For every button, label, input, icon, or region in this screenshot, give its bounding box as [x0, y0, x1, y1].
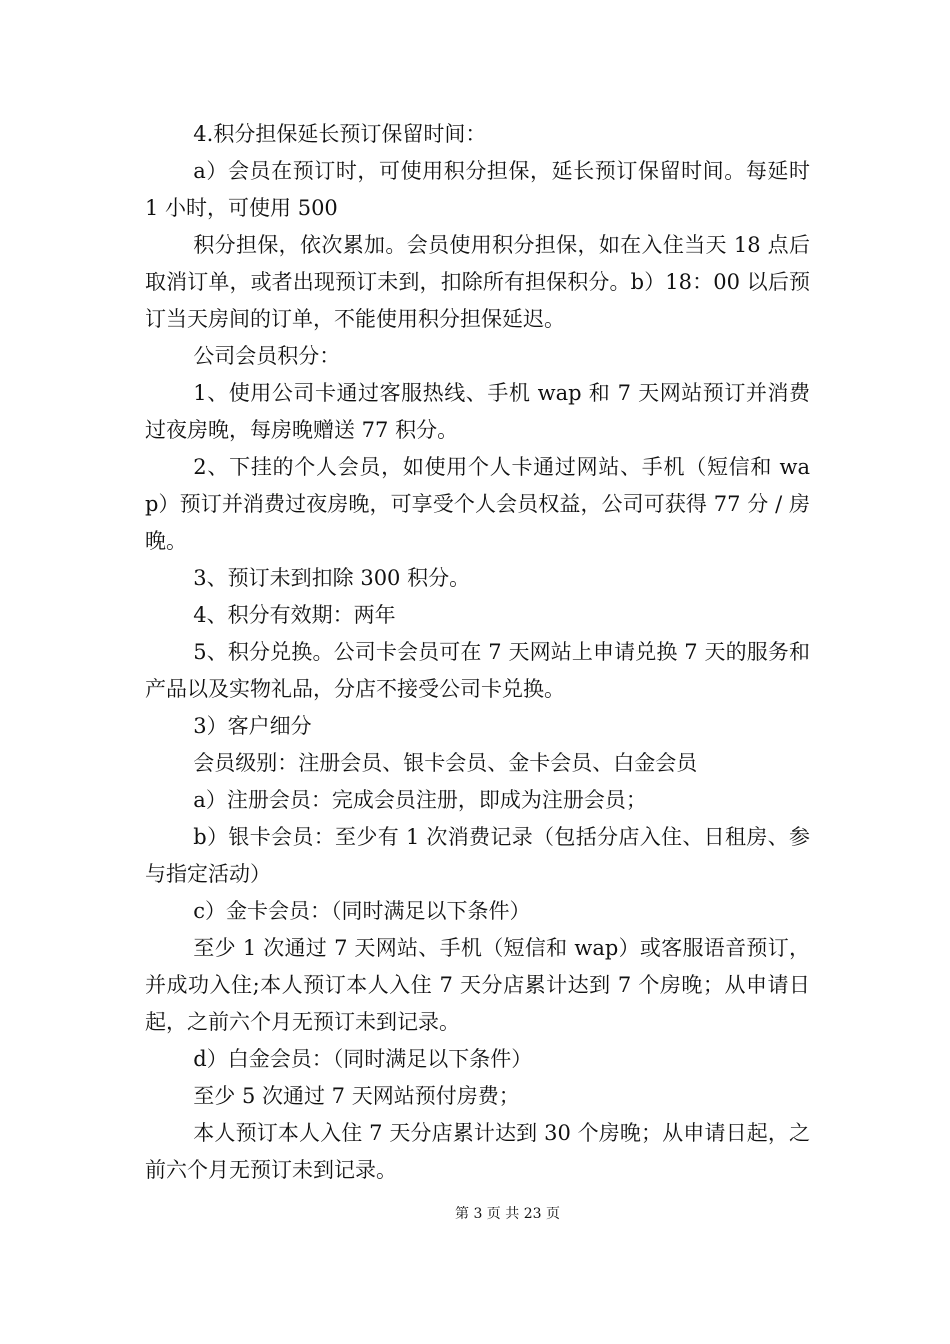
paragraph-company-points-3: 3、预订未到扣除 300 积分。: [193, 566, 471, 590]
paragraph-customer-segment-title: 3）客户细分: [193, 714, 312, 738]
document-body: [145, 116, 810, 1189]
paragraph-company-points-title: 公司会员积分：: [193, 344, 341, 368]
paragraph-gold-member: c）金卡会员：（同时满足以下条件）: [193, 899, 531, 923]
paragraph-platinum-member: d）白金会员：（同时满足以下条件）: [193, 1047, 533, 1071]
paragraph-points-guarantee-a: a）会员在预订时，可使用积分担保，延长预订保留时间。每延时 1 小时，可使用 500: [145, 159, 810, 220]
paragraph-silver-member: b）银卡会员：至少有 1 次消费记录（包括分店入住、日租房、参与指定活动）: [145, 825, 810, 886]
page-number-footer: 第 3 页 共 23 页: [455, 1206, 560, 1222]
paragraph-member-levels: 会员级别：注册会员、银卡会员、金卡会员、白金会员: [193, 751, 698, 775]
paragraph-company-points-4: 4、积分有效期：两年: [193, 603, 396, 627]
paragraph-company-points-1: 1、使用公司卡通过客服热线、手机 wap 和 7 天网站预订并消费过夜房晚，每房晚赠送 77 积分。: [145, 381, 810, 442]
paragraph-points-guarantee-title: 4.积分担保延长预订保留时间：: [193, 122, 487, 146]
paragraph-company-points-2: 2、下挂的个人会员，如使用个人卡通过网站、手机（短信和 wap）预订并消费过夜房晚，可享受个人会员权益，公司可获得 77 分 / 房晚。: [145, 455, 810, 553]
paragraph-platinum-condition-2: 本人预订本人入住 7 天分店累计达到 30 个房晚；从申请日起，之前六个月无预订未到记录。: [145, 1121, 810, 1182]
paragraph-registered-member: a）注册会员：完成会员注册，即成为注册会员；: [193, 788, 647, 812]
paragraph-points-guarantee-cont: 积分担保，依次累加。会员使用积分担保，如在入住当天 18 点后取消订单，或者出现预订未到，扣除所有担保积分。b）18：00 以后预订当天房间的订单，不能使用积分担保延迟。: [145, 233, 810, 331]
paragraph-gold-member-conditions: 至少 1 次通过 7 天网站、手机（短信和 wap）或客服语音预订，并成功入住;本人预订本人入住 7 天分店累计达到 7 个房晚；从申请日起，之前六个月无预订未到记录。: [145, 936, 810, 1034]
paragraph-platinum-condition-1: 至少 5 次通过 7 天网站预付房费；: [193, 1084, 520, 1108]
paragraph-company-points-5: 5、积分兑换。公司卡会员可在 7 天网站上申请兑换 7 天的服务和产品以及实物礼品，分店不接受公司卡兑换。: [145, 640, 810, 701]
